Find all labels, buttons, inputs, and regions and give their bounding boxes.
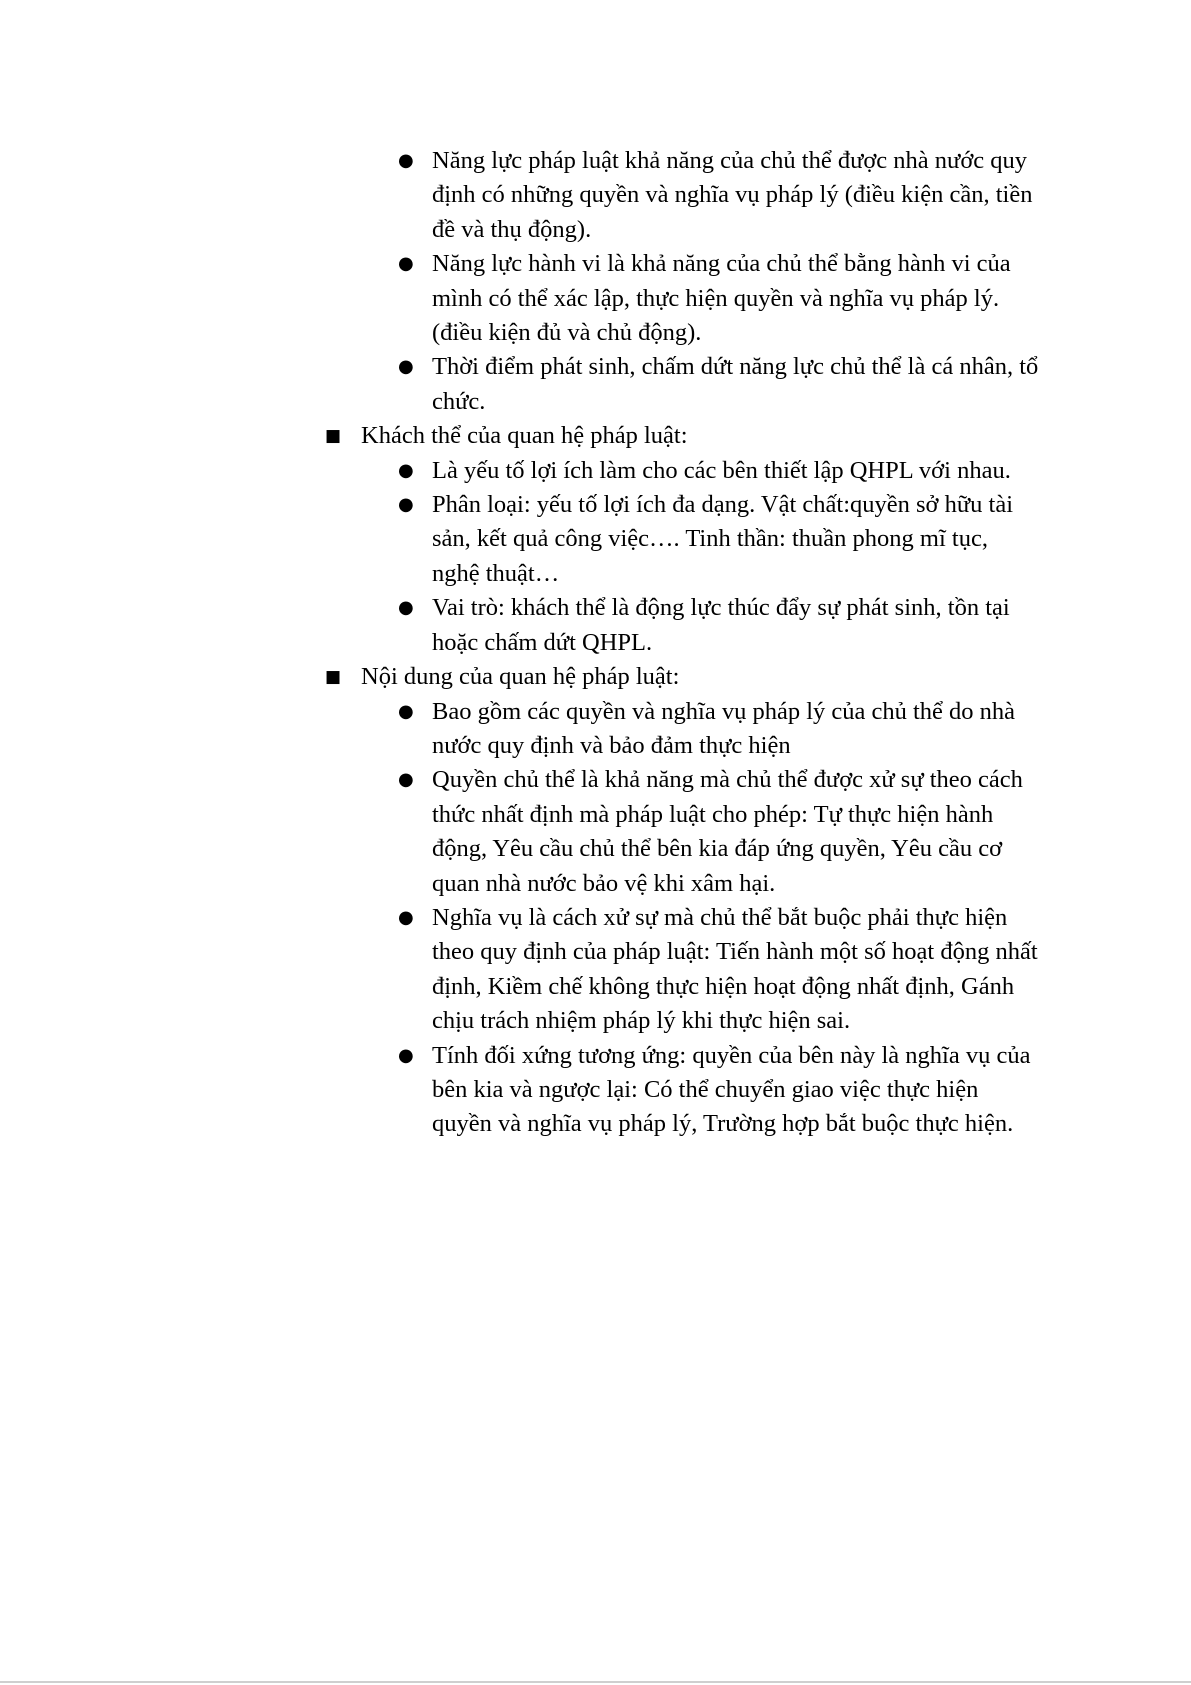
square-bullet-icon: ■ [325,426,342,447]
bullet-icon: ● [398,253,414,275]
list-item-text: Tính đối xứng tương ứng: quyền của bên này là nghĩa vụ của bên kia và ngược lại: Có thể chuyển giao việc thực hiện quyền và nghĩa vụ pháp lý, Trường hợp bắt buộc thực hiện. [432,1041,1031,1138]
bullet-icon: ● [398,356,414,378]
list-item-text: Năng lực pháp luật khả năng của chủ thể được nhà nước quy định có những quyền và nghĩa vụ pháp lý (điều kiện cần, tiền đề và thụ động). [432,147,1033,243]
list-item [325,1039,1040,1142]
list-item [325,763,1040,901]
bullet-icon: ● [398,906,414,928]
bullet-icon: ● [398,494,414,516]
page-bottom-edge [0,1681,1191,1683]
bullet-icon: ● [398,150,414,171]
bullet-icon: ● [398,769,414,791]
bullet-icon: ● [398,700,414,722]
document-content [325,144,1055,1142]
list-item [325,695,1040,764]
list-item-text: Năng lực hành vi là khả năng của chủ thể bằng hành vi của mình có thể xác lập, thực hiện quyền và nghĩa vụ pháp lý. (điều kiện đủ và chủ động). [432,250,1011,347]
list-item [325,247,1040,350]
list-item-text: Phân loại: yếu tố lợi ích đa dạng. Vật chất:quyền sở hữu tài sản, kết quả công việc…. Tinh thần: thuần phong mĩ tục, nghệ thuật… [432,491,1014,587]
bullet-icon: ● [398,597,414,619]
list-item-text: Vai trò: khách thể là động lực thúc đẩy sự phát sinh, tồn tại hoặc chấm dứt QHPL. [432,594,1010,656]
bullet-icon: ● [398,459,414,481]
section-heading-noi-dung [325,660,1055,694]
list-item-text: Bao gồm các quyền và nghĩa vụ pháp lý của chủ thể do nhà nước quy định và bảo đảm thực hiện [432,697,1016,759]
list-item [325,454,1040,488]
section-heading-text: Khách thể của quan hệ pháp luật: [361,422,688,450]
section-heading-text: Nội dung của quan hệ pháp luật: [361,663,680,691]
list-item [325,591,1040,660]
list-item-text: Nghĩa vụ là cách xử sự mà chủ thể bắt buộc phải thực hiện theo quy định của pháp luật: Tiến hành một số hoạt động nhất định, Kiềm chế không thực hiện hoạt động nhất định, Gánh chịu trách nhiệm pháp lý khi thực hiện sai. [432,903,1038,1035]
list-item [325,350,1040,419]
section-heading-khach-the [325,419,1055,453]
list-item [325,901,1040,1039]
bullet-icon: ● [398,1044,414,1066]
list-item-text: Quyền chủ thể là khả năng mà chủ thể được xử sự theo cách thức nhất định mà pháp luật cho phép: Tự thực hiện hành động, Yêu cầu chủ thể bên kia đáp ứng quyền, Yêu cầu cơ quan nhà nước bảo vệ khi xâm hại. [432,766,1023,897]
square-bullet-icon: ■ [325,667,342,688]
list-item-text: Thời điểm phát sinh, chấm dứt năng lực chủ thể là cá nhân, tổ chức. [432,353,1039,415]
list-item [325,488,1040,591]
list-item [325,144,1040,247]
list-item-text: Là yếu tố lợi ích làm cho các bên thiết lập QHPL với nhau. [432,456,1011,484]
